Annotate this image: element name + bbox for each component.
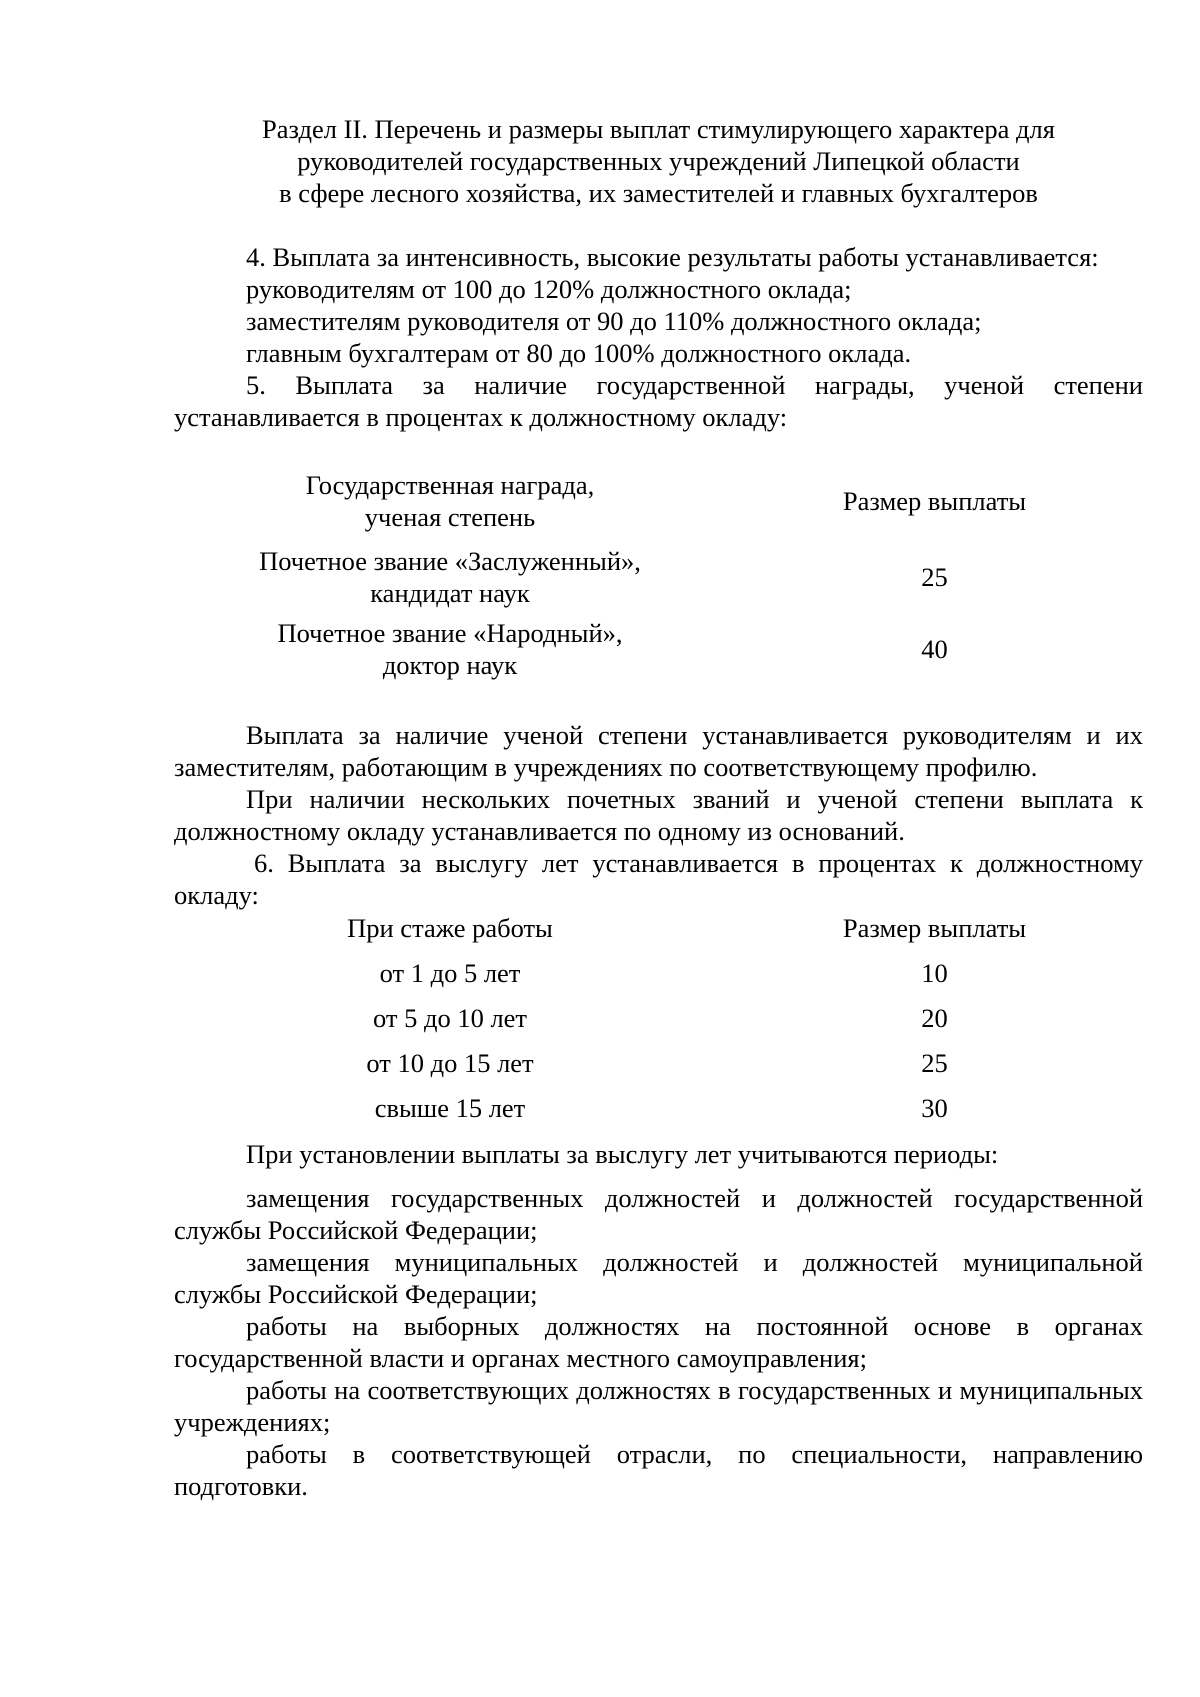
item-5-note: Выплата за наличие ученой степени устанавливается руководителям и их заместителям, работающим в учреждениях по соответствующему профилю. bbox=[174, 720, 1143, 782]
awards-table bbox=[174, 469, 1143, 681]
item-5-intro: 5. Выплата за наличие государственной награды, ученой степени устанавливается в процентах к должностному окладу: bbox=[174, 370, 1143, 432]
seniority-row-value: 20 bbox=[921, 1002, 948, 1033]
row-text: доктор наук bbox=[382, 650, 518, 680]
seniority-row-range: от 1 до 5 лет bbox=[379, 957, 521, 988]
period-item: работы на соответствующих должностях в государственных и муниципальных учреждениях; bbox=[174, 1375, 1143, 1437]
awards-row-value: 40 bbox=[921, 634, 948, 664]
awards-header-col2: Размер выплаты bbox=[842, 486, 1027, 516]
item-4-line: руководителям от 100 до 120% должностного оклада; bbox=[246, 274, 852, 304]
period-item: работы в соответствующей отрасли, по специальности, направлению подготовки. bbox=[174, 1439, 1143, 1501]
seniority-header-col1: При стаже работы bbox=[347, 912, 553, 943]
seniority-row-range: от 5 до 10 лет bbox=[372, 1002, 528, 1033]
seniority-row-value: 25 bbox=[921, 1047, 948, 1078]
seniority-row-range: свыше 15 лет bbox=[374, 1092, 526, 1123]
awards-row-label bbox=[174, 545, 726, 609]
seniority-row-value: 30 bbox=[921, 1092, 948, 1123]
title-line: Раздел II. Перечень и размеры выплат стимулирующего характера для bbox=[262, 114, 1055, 144]
awards-header-col1 bbox=[174, 469, 726, 533]
title-line: руководителей государственных учреждений Липецкой области bbox=[297, 146, 1020, 176]
period-item: замещения государственных должностей и должностей государственной службы Российской Федерации; bbox=[174, 1183, 1143, 1245]
header-text: ученая степень bbox=[364, 502, 536, 532]
period-item: работы на выборных должностях на постоянной основе в органах государственной власти и органах местного самоуправления; bbox=[174, 1311, 1143, 1373]
item-4-line: заместителям руководителя от 90 до 110% должностного оклада; bbox=[246, 306, 982, 336]
row-text: Почетное звание «Народный», bbox=[277, 618, 623, 648]
item-5-note: При наличии нескольких почетных званий и ученой степени выплата к должностному окладу устанавливается по одному из оснований. bbox=[174, 784, 1143, 846]
row-text: кандидат наук bbox=[370, 578, 530, 608]
item-6-intro: 6. Выплата за выслугу лет устанавливается в процентах к должностному окладу: bbox=[174, 848, 1143, 910]
title-line: в сфере лесного хозяйства, их заместителей и главных бухгалтеров bbox=[279, 178, 1038, 208]
row-text: Почетное звание «Заслуженный», bbox=[259, 546, 641, 576]
seniority-header-col2: Размер выплаты bbox=[842, 912, 1027, 943]
header-text: Государственная награда, bbox=[305, 470, 595, 500]
awards-row-label bbox=[174, 617, 726, 681]
awards-row-value: 25 bbox=[921, 562, 948, 592]
item-4-line: главным бухгалтерам от 80 до 100% должностного оклада. bbox=[246, 338, 912, 368]
seniority-table bbox=[174, 905, 1143, 1130]
document-content bbox=[174, 113, 1143, 1502]
section-title bbox=[174, 113, 1143, 209]
seniority-row-value: 10 bbox=[921, 957, 948, 988]
seniority-row-range: от 10 до 15 лет bbox=[366, 1047, 534, 1078]
periods-intro: При установлении выплаты за выслугу лет учитываются периоды: bbox=[246, 1139, 999, 1169]
period-item: замещения муниципальных должностей и должностей муниципальной службы Российской Федерации; bbox=[174, 1247, 1143, 1309]
item-4-intro: 4. Выплата за интенсивность, высокие результаты работы устанавливается: bbox=[246, 242, 1099, 272]
